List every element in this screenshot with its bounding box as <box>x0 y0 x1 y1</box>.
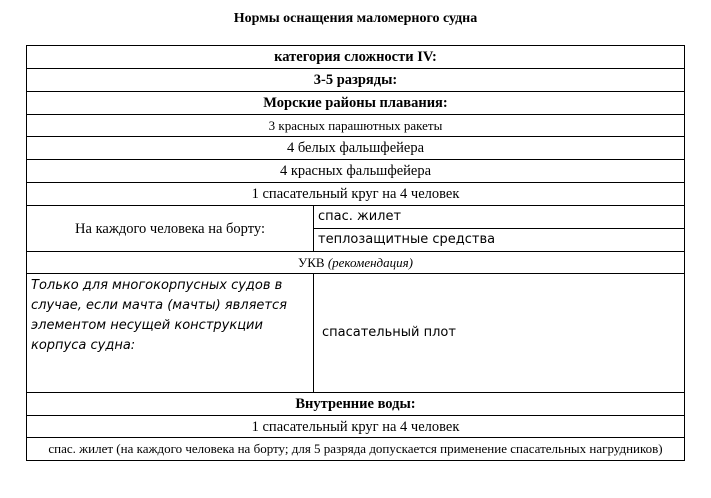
inland-waters-header: Внутренние воды: <box>27 393 685 416</box>
table-row <box>27 137 685 160</box>
inland-vest-cell: спас. жилет (на каждого человека на борту; для 5 разряда допускается применение спасательных нагрудников) <box>27 438 685 461</box>
life-vest-cell: спас. жилет <box>314 206 685 229</box>
table-row <box>27 92 685 115</box>
vhf-label: УКВ <box>298 254 325 270</box>
rockets-cell: 3 красных парашютных ракеты <box>27 115 685 137</box>
per-person-label: На каждого человека на борту: <box>27 206 314 252</box>
thermal-protection-cell: теплозащитные средства <box>314 229 685 252</box>
multihull-note-cell: Только для многокорпусных судов в случае, если мачта (мачты) является элементом несущей конструкции корпуса судна: <box>27 274 314 393</box>
table-row <box>27 46 685 69</box>
lifebuoy-inland-cell: 1 спасательный круг на 4 человек <box>27 416 685 438</box>
category-header: категория сложности IV: <box>27 46 685 69</box>
page-title: Нормы оснащения маломерного судна <box>233 11 478 26</box>
table-row <box>27 252 685 274</box>
table-row <box>27 69 685 92</box>
equipment-table <box>26 45 685 461</box>
table-row <box>27 393 685 416</box>
table-row <box>27 183 685 206</box>
sea-areas-header: Морские районы плавания: <box>27 92 685 115</box>
table-row <box>27 438 685 461</box>
red-flares-cell: 4 красных фальшфейера <box>27 160 685 183</box>
table-row <box>27 206 685 229</box>
ranks-header: 3-5 разряды: <box>27 69 685 92</box>
lifebuoy-sea-cell: 1 спасательный круг на 4 человек <box>27 183 685 206</box>
life-raft-cell: спасательный плот <box>314 274 685 393</box>
white-flares-cell: 4 белых фальшфейера <box>27 137 685 160</box>
table-row <box>27 160 685 183</box>
vhf-cell <box>27 252 685 274</box>
table-row <box>27 416 685 438</box>
table-row <box>27 274 685 393</box>
vhf-recommendation: (рекомендация) <box>327 254 413 270</box>
table-row <box>27 115 685 137</box>
